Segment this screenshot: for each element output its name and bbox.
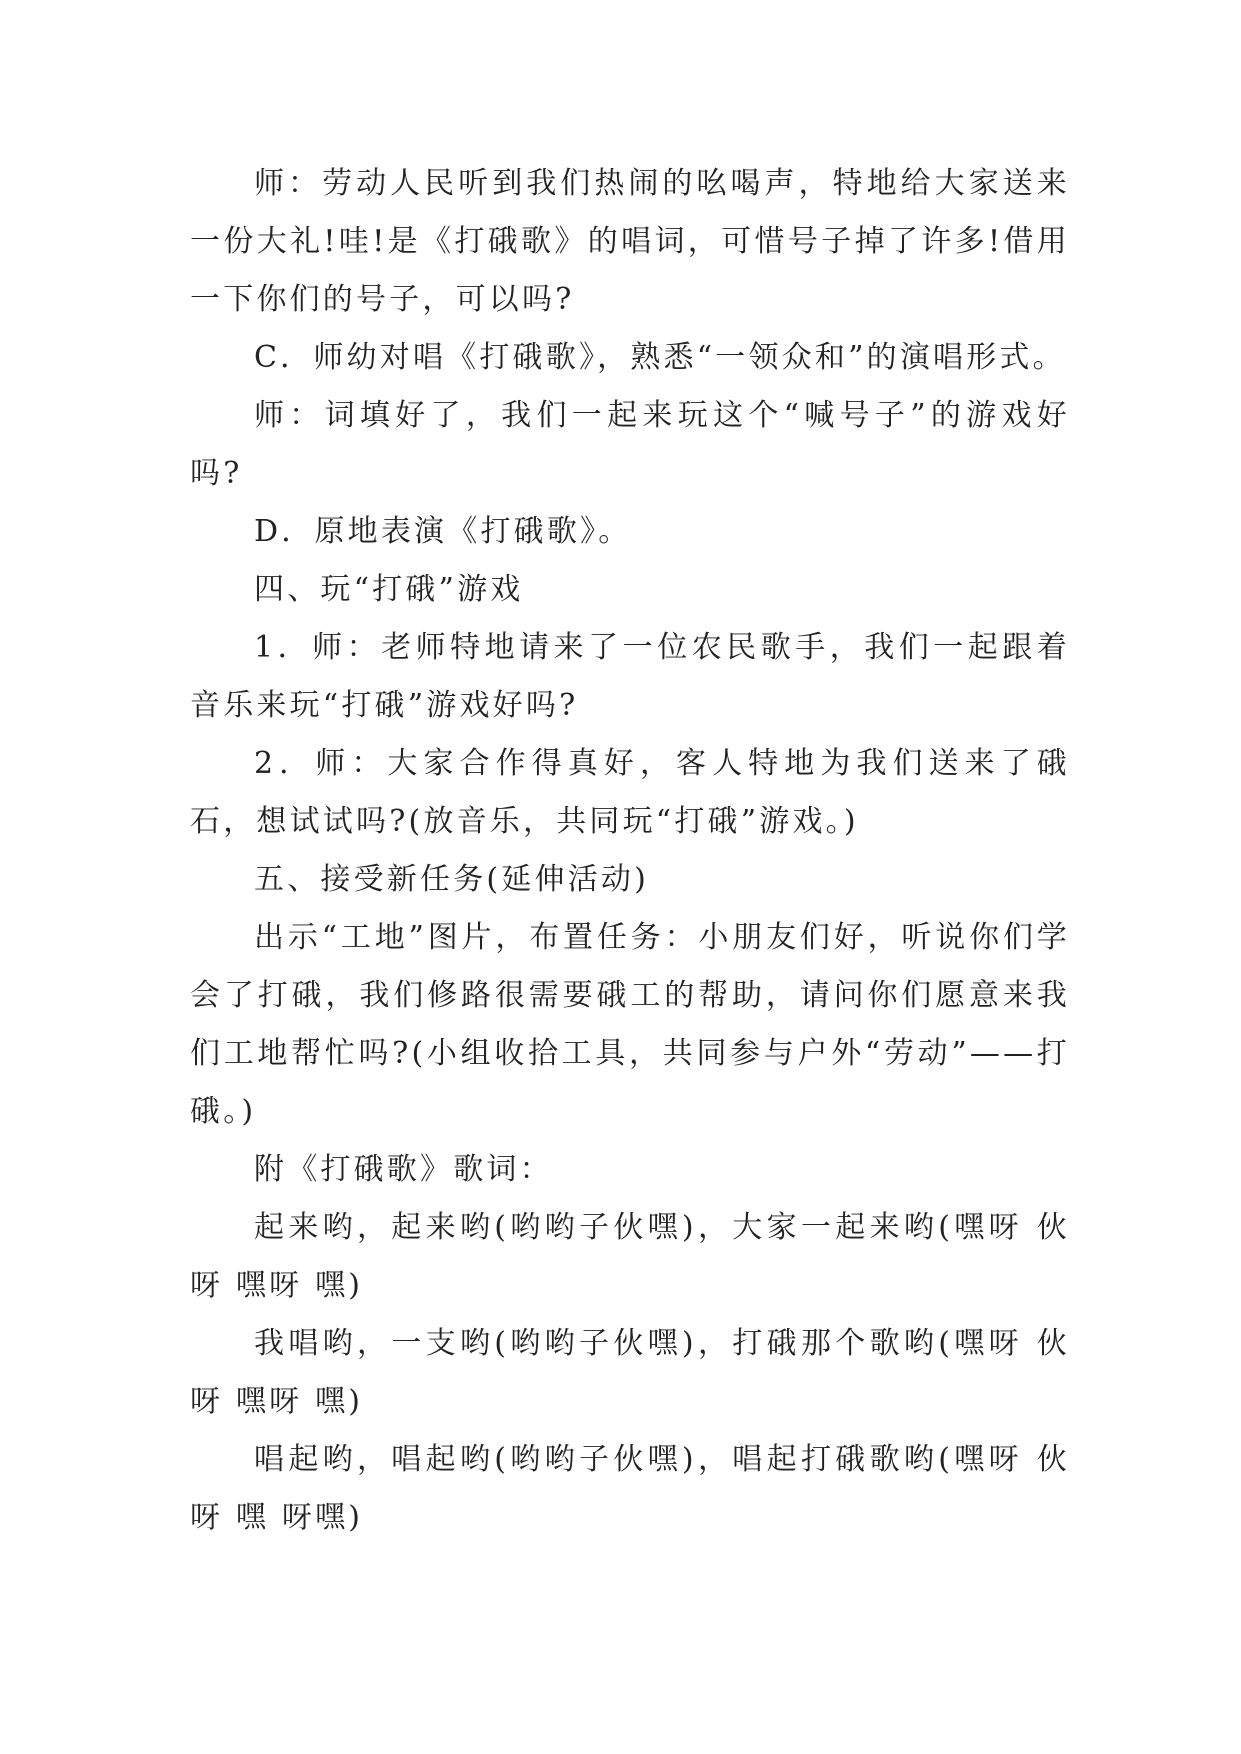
lyrics-heading: 附《打硪歌》歌词：: [254, 1152, 553, 1187]
paragraph-teacher-gift: 师：劳动人民听到我们热闹的吆喝声，特地给大家送来一份大礼!哇!是《打硪歌》的唱词，可惜号子掉了许多!借用一下你们的号子，可以吗?: [190, 166, 1070, 317]
section-heading-4: 四、玩“打硪”游戏: [254, 572, 524, 607]
document-page: [190, 155, 1070, 1547]
paragraph-teacher-game: 师：词填好了，我们一起来玩这个“喊号子”的游戏好吗?: [190, 398, 1070, 491]
paragraph-item-1: 1．师：老师特地请来了一位农民歌手，我们一起跟着音乐来玩“打硪”游戏好吗?: [190, 630, 1070, 723]
lyrics-verse-2: 我唱哟，一支哟(哟哟子伙嘿)，打硪那个歌哟(嘿呀 伙呀 嘿呀 嘿): [190, 1326, 1070, 1419]
paragraph-step-d: D．原地表演《打硪歌》。: [254, 514, 632, 549]
paragraph-step-c: C．师幼对唱《打硪歌》，熟悉“一领众和”的演唱形式。: [254, 340, 1066, 375]
paragraph-task: 出示“工地”图片，布置任务：小朋友们好，听说你们学会了打硪，我们修路很需要硪工的帮助，请问你们愿意来我们工地帮忙吗?(小组收拾工具，共同参与户外“劳动”——打硪。): [190, 920, 1070, 1129]
section-heading-5: 五、接受新任务(延伸活动): [254, 862, 650, 897]
paragraph-item-2: 2．师：大家合作得真好，客人特地为我们送来了硪石，想试试吗?(放音乐，共同玩“打硪”游戏。): [190, 746, 1070, 839]
lyrics-verse-1: 起来哟，起来哟(哟哟子伙嘿)，大家一起来哟(嘿呀 伙呀 嘿呀 嘿): [190, 1210, 1070, 1303]
lyrics-verse-3: 唱起哟，唱起哟(哟哟子伙嘿)，唱起打硪歌哟(嘿呀 伙呀 嘿 呀嘿): [190, 1442, 1070, 1535]
